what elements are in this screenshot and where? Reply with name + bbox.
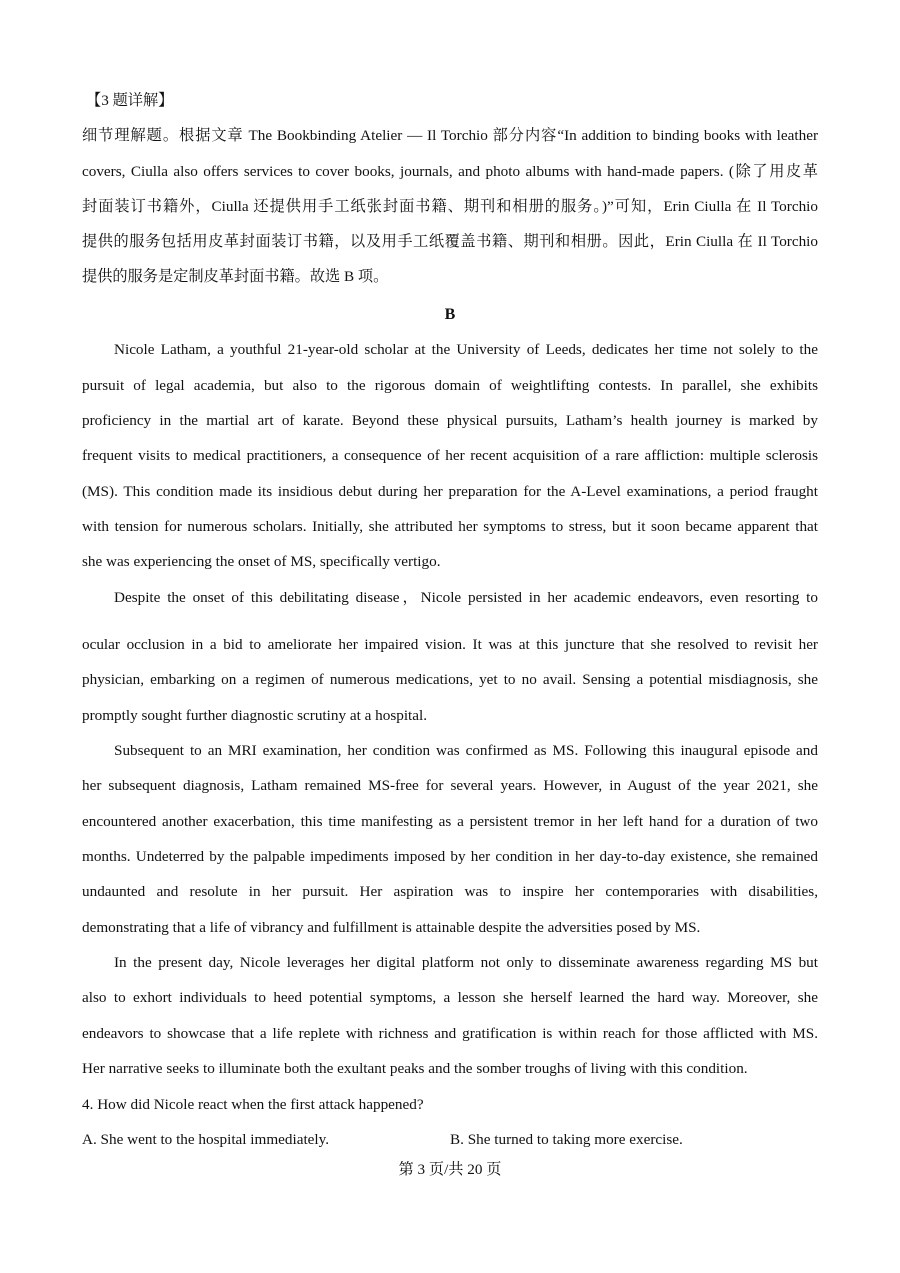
question-text: 4. How did Nicole react when the first attack happened? xyxy=(82,1096,424,1113)
passage-line: (MS). This condition made its insidious debut during her preparation for the A-Level examinations, a period fraught xyxy=(82,483,818,500)
passage-line: In the present day, Nicole leverages her digital platform not only to disseminate awareness regarding MS but xyxy=(114,954,818,971)
passage-line: frequent visits to medical practitioners, a consequence of her recent acquisition of a rare affliction: multiple sclerosis xyxy=(82,447,818,464)
option-b: B. She turned to taking more exercise. xyxy=(450,1131,683,1148)
passage-line: demonstrating that a life of vibrancy and fulfillment is attainable despite the adversities posed by MS. xyxy=(82,919,701,936)
explanation-line: 封面装订书籍外，Ciulla 还提供用手工纸张封面书籍、期刊和相册的服务。)”可知，Erin Ciulla 在 Il Torchio xyxy=(82,198,818,215)
passage-line: pursuit of legal academia, but also to the rigorous domain of weightlifting contests. In parallel, she exhibits xyxy=(82,377,818,394)
explanation-line: 提供的服务包括用皮革封面装订书籍，以及用手工纸覆盖书籍、期刊和相册。因此，Erin Ciulla 在 Il Torchio xyxy=(82,233,818,250)
explanation-line: 提供的服务是定制皮革封面书籍。故选 B 项。 xyxy=(82,268,389,285)
passage-line: physician, embarking on a regimen of numerous medications, yet to no avail. Sensing a potential misdiagnosis, she xyxy=(82,671,818,688)
passage-line: also to exhort individuals to heed potential symptoms, a lesson she herself learned the hard way. Moreover, she xyxy=(82,989,818,1006)
passage-line: her subsequent diagnosis, Latham remained MS-free for several years. However, in August of the year 2021, she xyxy=(82,777,818,794)
passage-line: Nicole Latham, a youthful 21-year-old scholar at the University of Leeds, dedicates her time not solely to the xyxy=(114,341,818,358)
explanation-line: covers, Ciulla also offers services to cover books, journals, and photo albums with hand-made papers. (除了用皮革 xyxy=(82,163,818,180)
passage-line: promptly sought further diagnostic scrutiny at a hospital. xyxy=(82,707,428,724)
passage-line: with tension for numerous scholars. Initially, she attributed her symptoms to stress, but it soon became apparent that xyxy=(82,518,818,535)
section-label: B xyxy=(444,306,456,323)
passage-line: Subsequent to an MRI examination, her condition was confirmed as MS. Following this inaugural episode and xyxy=(114,742,818,759)
passage-line: proficiency in the martial art of karate. Beyond these physical pursuits, Latham’s health journey is marked by xyxy=(82,412,818,429)
passage-line: encountered another exacerbation, this time manifesting as a persistent tremor in her left hand for a duration of two xyxy=(82,813,818,830)
option-a: A. She went to the hospital immediately. xyxy=(82,1131,330,1148)
passage-line: months. Undeterred by the palpable impediments imposed by her condition in her day-to-day existence, she remained xyxy=(82,848,818,865)
passage-line: ocular occlusion in a bid to ameliorate her impaired vision. It was at this juncture that she resolved to revisit her xyxy=(82,636,818,653)
passage-line: undaunted and resolute in her pursuit. Her aspiration was to inspire her contemporaries with disabilities, xyxy=(82,883,818,900)
passage-line: Despite the onset of this debilitating disease，Nicole persisted in her academic endeavors, even resorting to xyxy=(114,589,818,606)
page-footer: 第 3 页/共 20 页 xyxy=(398,1161,502,1178)
explanation-line: 细节理解题。根据文章 The Bookbinding Atelier — Il Torchio 部分内容“In addition to binding books with leather xyxy=(82,127,818,144)
passage-line: she was experiencing the onset of MS, specifically vertigo. xyxy=(82,553,441,570)
passage-line: Her narrative seeks to illuminate both the exultant peaks and the somber troughs of living with this condition. xyxy=(82,1060,748,1077)
answer-heading: 【3 题详解】 xyxy=(86,92,174,109)
passage-line: endeavors to showcase that a life replete with richness and gratification is within reach for those afflicted with MS. xyxy=(82,1025,818,1042)
